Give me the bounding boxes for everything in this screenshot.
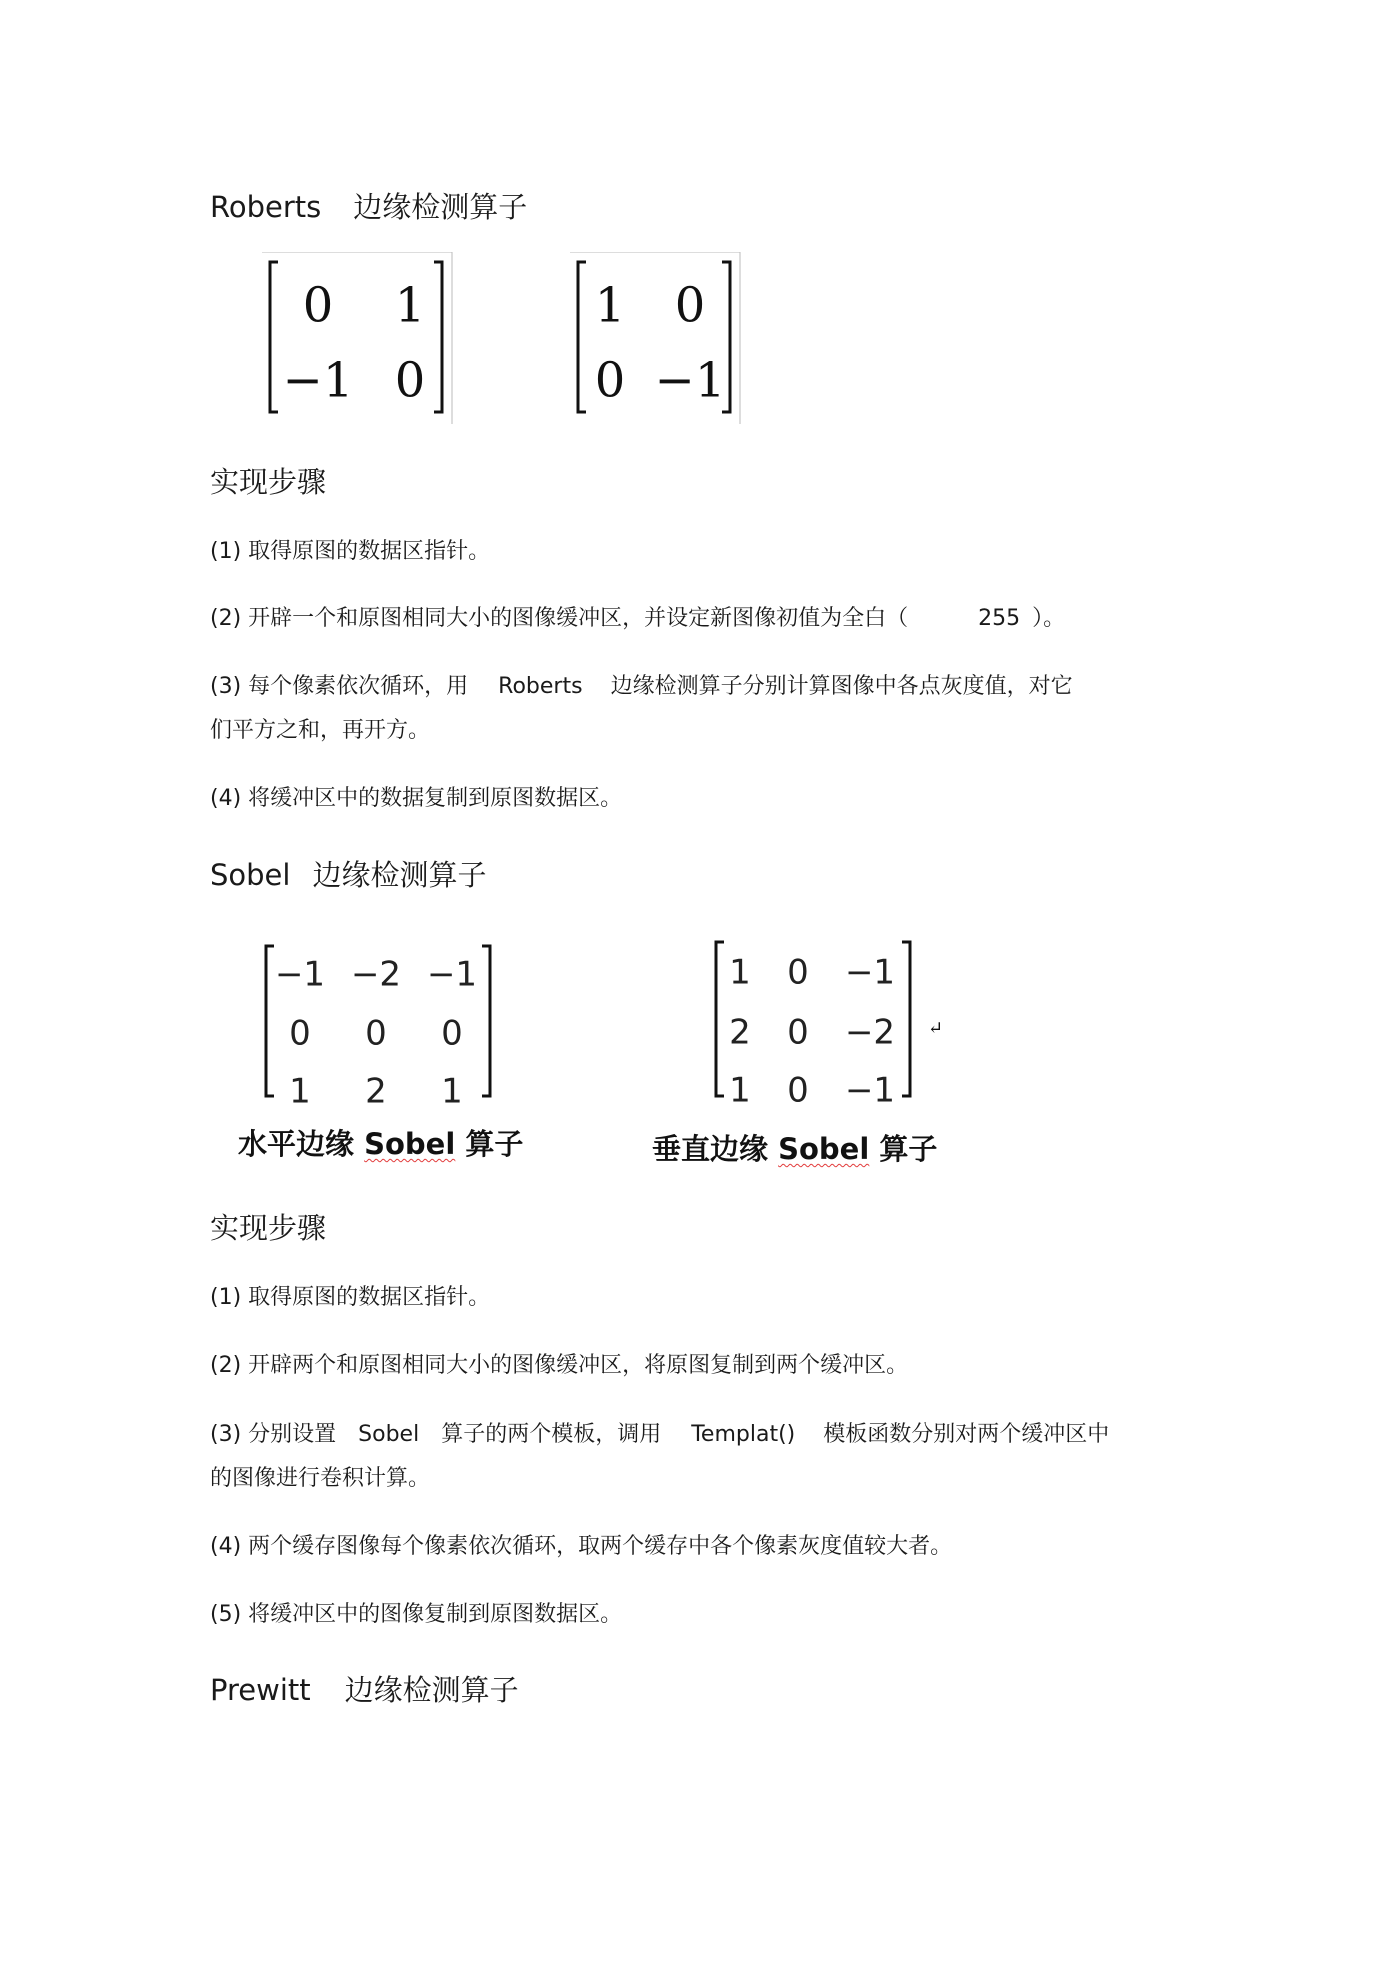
sobel-step-1: (1) 取得原图的数据区指针。 xyxy=(210,1285,491,1310)
prewitt-heading xyxy=(210,1668,519,1709)
matrix-cell: 2 xyxy=(365,1071,387,1110)
matrix-cell: 0 xyxy=(302,277,334,334)
heading-name: Prewitt xyxy=(210,1673,311,1707)
roberts-matrix-2-svg xyxy=(570,252,746,424)
matrix-cell: −2 xyxy=(844,1012,896,1053)
heading-text: 边缘检测算子 xyxy=(353,190,528,224)
roberts-matrix-1-svg xyxy=(262,252,458,424)
matrix-cell: −2 xyxy=(350,954,402,995)
sobel-horizontal-matrix xyxy=(262,938,494,1114)
step-text: 边缘检测算子分别计算图像中各点灰度值，对它 xyxy=(610,674,1073,699)
step-text: (3) 分别设置 xyxy=(210,1422,337,1447)
sobel-step-5: (5) 将缓冲区中的图像复制到原图数据区。 xyxy=(210,1602,623,1627)
matrix-cell: 2 xyxy=(729,1012,751,1053)
sobel-step-3-cont: 的图像进行卷积计算。 xyxy=(210,1466,431,1491)
matrix-cell: 1 xyxy=(289,1071,311,1110)
roberts-matrix-2 xyxy=(570,252,746,428)
caption-word: Sobel xyxy=(364,1127,456,1161)
matrix-cell: −1 xyxy=(654,352,726,409)
step-text: ）。 xyxy=(1032,606,1066,631)
matrix-cell: 0 xyxy=(441,1013,463,1054)
roberts-steps-title: 实现步骤 xyxy=(210,465,327,499)
step-term: Roberts xyxy=(498,674,583,699)
roberts-step-3-cont: 们平方之和，再开方。 xyxy=(210,718,431,743)
matrix-cell: 1 xyxy=(594,277,626,334)
caption-text: 垂直边缘 xyxy=(652,1132,779,1166)
sobel-steps-title: 实现步骤 xyxy=(210,1211,327,1245)
caption-text: 算子 xyxy=(455,1127,524,1161)
caption-word: Sobel xyxy=(778,1132,870,1166)
matrix-cell: −1 xyxy=(282,352,354,409)
matrix-cells xyxy=(729,953,895,1111)
step-text: 算子的两个模板，调用 xyxy=(441,1422,662,1447)
heading-name: Roberts xyxy=(210,190,322,224)
matrix-cell: −1 xyxy=(274,954,326,995)
matrix-cell: 1 xyxy=(441,1071,463,1110)
step-term: Sobel xyxy=(358,1422,420,1447)
caption-text: 水平边缘 xyxy=(238,1127,365,1161)
roberts-step-4: (4) 将缓冲区中的数据复制到原图数据区。 xyxy=(210,786,623,811)
matrix-cell: 0 xyxy=(594,352,626,409)
matrix-cell: 0 xyxy=(787,1070,809,1110)
matrix-cell: −1 xyxy=(844,952,896,993)
matrix-cell: 0 xyxy=(787,952,809,993)
sobel-heading xyxy=(210,853,486,894)
matrix-cell: 0 xyxy=(674,277,706,334)
matrix-cells xyxy=(595,278,726,409)
roberts-step-3 xyxy=(210,665,1073,709)
heading-text: 边缘检测算子 xyxy=(344,1673,519,1707)
matrix-cell: −1 xyxy=(844,1070,896,1110)
matrix-cell: 1 xyxy=(729,1070,751,1110)
sobel-vertical-caption xyxy=(652,1127,937,1168)
matrix-cell: 0 xyxy=(787,1012,809,1053)
caption-text: 算子 xyxy=(869,1132,938,1166)
matrix-cells xyxy=(283,278,426,409)
step-text: (2) 开辟一个和原图相同大小的图像缓冲区，并设定新图像初值为全白（ xyxy=(210,606,909,631)
matrix-cell: −1 xyxy=(426,954,478,995)
heading-text: 边缘检测算子 xyxy=(312,858,487,892)
step-value: 255 xyxy=(978,606,1021,631)
sobel-vertical-matrix xyxy=(712,934,944,1114)
step-term: Templat() xyxy=(691,1422,796,1447)
sobel-horizontal-caption xyxy=(238,1122,523,1163)
sobel-step-2: (2) 开辟两个和原图相同大小的图像缓冲区，将原图复制到两个缓冲区。 xyxy=(210,1353,909,1378)
roberts-step-2 xyxy=(210,597,1065,641)
matrix-cell: 0 xyxy=(289,1013,311,1054)
matrix-cell: 0 xyxy=(394,352,426,409)
roberts-step-1: (1) 取得原图的数据区指针。 xyxy=(210,539,491,564)
return-mark: ↵ xyxy=(928,1018,944,1039)
heading-name: Sobel xyxy=(210,858,291,892)
matrix-cell: 0 xyxy=(365,1013,387,1054)
matrix-cells xyxy=(275,955,477,1111)
matrix-cell: 1 xyxy=(729,952,751,993)
roberts-heading xyxy=(210,185,527,226)
sobel-step-3 xyxy=(210,1413,1109,1457)
step-text: (3) 每个像素依次循环，用 xyxy=(210,674,469,699)
sobel-step-4: (4) 两个缓存图像每个像素依次循环，取两个缓存中各个像素灰度值较大者。 xyxy=(210,1534,953,1559)
roberts-matrix-1 xyxy=(262,252,458,428)
sobel-horizontal-matrix-svg xyxy=(262,938,494,1110)
matrix-cell: 1 xyxy=(394,277,426,334)
step-text: 模板函数分别对两个缓冲区中 xyxy=(823,1422,1110,1447)
sobel-vertical-matrix-svg xyxy=(712,934,944,1110)
